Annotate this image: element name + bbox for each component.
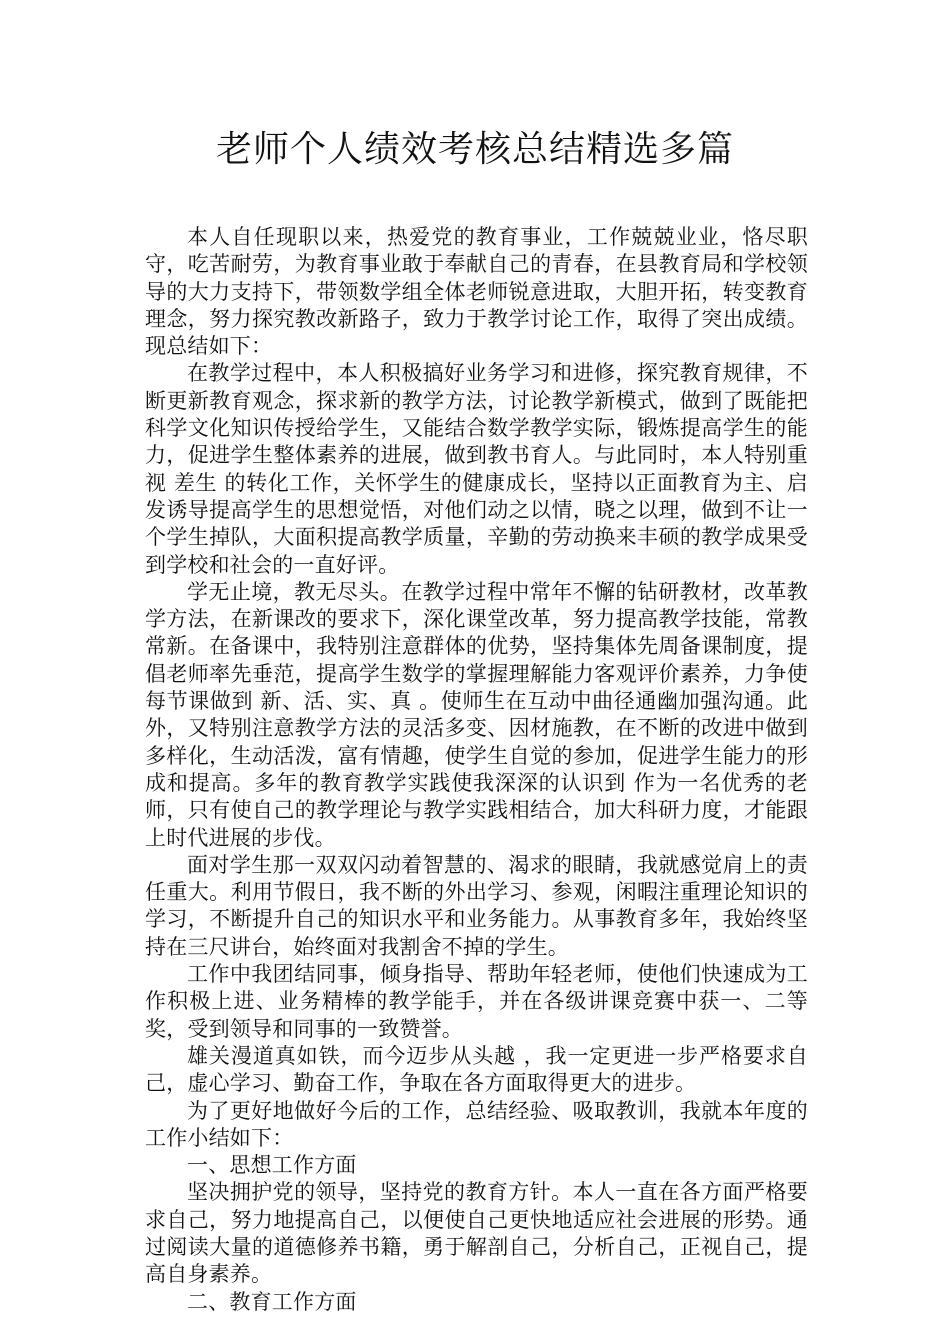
- paragraph-ideology: 坚决拥护党的领导，坚持党的教育方针。本人一直在各方面严格要求自己，努力地提高自己，以便使自己更快地适应社会进展的形势。通过阅读大量的道德修养书籍，勇于解剖自己，分析自己，正视自己，提高自身素养。: [145, 1180, 808, 1287]
- document-body: [145, 224, 808, 1316]
- paragraph-responsibility: 面对学生那一双双闪动着智慧的、渴求的眼睛，我就感觉肩上的责任重大。利用节假日，我不断的外出学习、参观，闲暇注重理论知识的学习，不断提升自己的知识水平和业务能力。从事教育多年，我始终坚持在三尺讲台，始终面对我割舍不掉的学生。: [145, 852, 808, 959]
- paragraph-endless-learning: 学无止境，教无尽头。在教学过程中常年不懈的钻研教材，改革教学方法，在新课改的要求下，深化课堂改革，努力提高教学技能，常教常新。在备课中，我特别注意群体的优势，坚持集体先周备课制度，提倡老师率先垂范，提高学生数学的掌握理解能力客观评价素养，力争使每节课做到 新、活、实、真 。使师生在互动中曲径通幽加强沟通。此外，又特别注意教学方法的灵活多变、因材施教，在不断的改进中做到多样化，生动活泼，富有情趣，使学生自觉的参加，促进学生能力的形成和提高。多年的教育教学实践使我深深的认识到 作为一名优秀的老师，只有使自己的教学理论与教学实践相结合，加大科研力度，才能跟上时代进展的步伐。: [145, 579, 808, 850]
- paragraph-intro: 本人自任现职以来，热爱党的教育事业，工作兢兢业业，恪尽职守，吃苦耐劳，为教育事业敢于奉献自己的青春，在县教育局和学校领导的大力支持下，带领数学组全体老师锐意进取，大胆开拓，转变教育理念，努力探究教改新路子，致力于教学讨论工作，取得了突出成绩。现总结如下：: [145, 225, 808, 359]
- paragraph-teaching-process: 在教学过程中，本人积极搞好业务学习和进修，探究教育规律，不断更新教育观念，探求新的教学方法，讨论教学新模式，做到了既能把科学文化知识传授给学生，又能结合数学教学实际，锻炼提高学生的能力，促进学生整体素养的进展，做到教书育人。与此同时，本人特别重视 差生 的转化工作，关怀学生的健康成长，坚持以正面教育为主、启发诱导提高学生的思想觉悟，对他们动之以情，晓之以理，做到不让一个学生掉队，大面积提高教学质量，辛勤的劳动换来丰硕的教学成果受到学校和社会的一直好评。: [145, 361, 808, 577]
- document-title: 老师个人绩效考核总结精选多篇: [215, 129, 734, 170]
- paragraph-summary-intro: 为了更好地做好今后的工作，总结经验、吸取教训，我就本年度的工作小结如下：: [145, 1098, 808, 1150]
- section-heading-ideology: 一、思想工作方面: [187, 1153, 357, 1178]
- section-heading-education: 二、教育工作方面: [187, 1289, 357, 1314]
- paragraph-resolution: 雄关漫道真如铁，而今迈步从头越 ，我一定更进一步严格要求自己，虚心学习、勤奋工作，争取在各方面取得更大的进步。: [145, 1043, 808, 1096]
- paragraph-colleagues: 工作中我团结同事，倾身指导、帮助年轻老师，使他们快速成为工作积极上进、业务精棒的教学能手，并在各级讲课竞赛中获一、二等奖，受到领导和同事的一致赞誉。: [145, 962, 808, 1041]
